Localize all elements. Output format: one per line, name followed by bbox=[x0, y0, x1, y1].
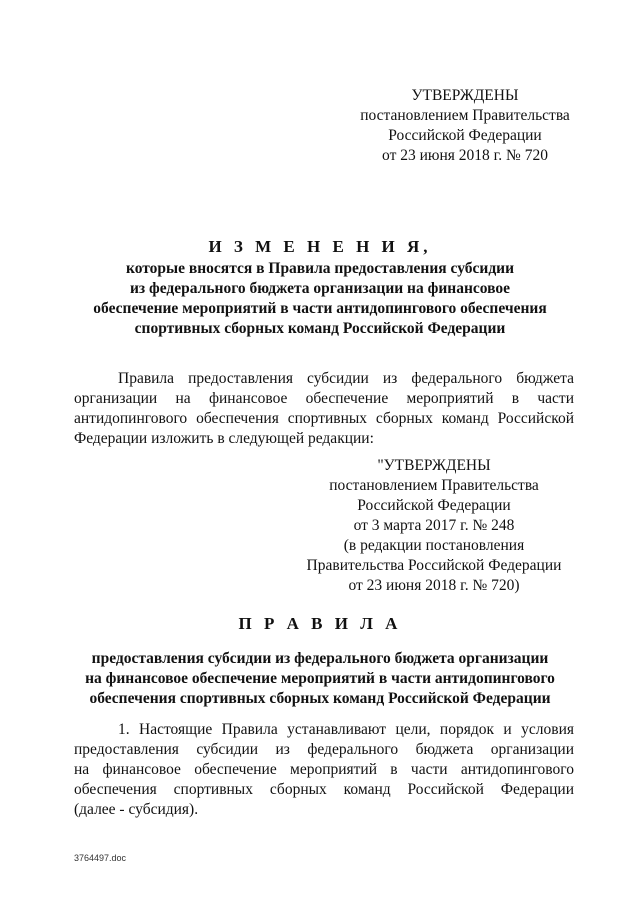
changes-title: И З М Е Н Е Н И Я, bbox=[208, 237, 432, 256]
paragraph-line: Федерации изложить в следующей редакции: bbox=[74, 430, 374, 447]
paragraph-line: (далее - субсидия). bbox=[74, 801, 199, 818]
rules-subtitle-line: предоставления субсидии из федерального бюджета организации bbox=[91, 650, 549, 667]
paragraph-line: 1. Настоящие Правила устанавливают цели, порядок и условия bbox=[118, 721, 574, 738]
approval-line: УТВЕРЖДЕНЫ bbox=[411, 87, 519, 104]
paragraph-line: обеспечения спортивных сборных команд Российской Федерации bbox=[74, 781, 574, 798]
changes-subtitle-line: которые вносятся в Правила предоставления субсидии bbox=[125, 260, 515, 277]
changes-heading bbox=[60, 236, 580, 339]
changes-subtitle bbox=[60, 259, 580, 339]
approval-line: постановлением Правительства bbox=[360, 107, 570, 124]
approval-line: постановлением Правительства bbox=[329, 477, 539, 494]
changes-subtitle-line: из федерального бюджета организации на финансовое bbox=[129, 280, 511, 297]
approval-line: от 23 июня 2018 г. № 720 bbox=[382, 147, 548, 164]
rules-subtitle-line: на финансовое обеспечение мероприятий в части антидопингового bbox=[85, 670, 555, 687]
paragraph-line: Правила предоставления субсидии из федерального бюджета bbox=[118, 370, 574, 387]
rules-heading bbox=[60, 613, 580, 709]
approval-stamp-top bbox=[330, 86, 600, 166]
intro-paragraph bbox=[74, 369, 574, 449]
approval-line: Российской Федерации bbox=[388, 127, 542, 144]
approval-line: от 23 июня 2018 г. № 720) bbox=[348, 577, 520, 594]
approval-line: от 3 марта 2017 г. № 248 bbox=[353, 517, 515, 534]
rules-subtitle bbox=[60, 649, 580, 709]
rules-subtitle-line: обеспечения спортивных сборных команд Российской Федерации bbox=[89, 690, 551, 707]
file-code: 3764497.doc bbox=[74, 853, 127, 863]
approval-stamp-inner bbox=[284, 456, 584, 596]
changes-subtitle-line: обеспечение мероприятий в части антидопингового обеспечения bbox=[93, 300, 547, 317]
paragraph-line: на финансовое обеспечение мероприятий в части антидопингового bbox=[74, 761, 574, 778]
approval-line: Правительства Российской Федерации bbox=[306, 557, 562, 574]
approval-line: "УТВЕРЖДЕНЫ bbox=[377, 457, 491, 474]
approval-line: (в редакции постановления bbox=[343, 537, 525, 554]
paragraph-line: организации на финансовое обеспечение мероприятий в части bbox=[74, 390, 574, 407]
paragraph-line: предоставления субсидии из федерального бюджета организации bbox=[74, 741, 574, 758]
paragraph-line: антидопингового обеспечения спортивных сборных команд Российской bbox=[74, 410, 574, 427]
clause-1-paragraph bbox=[74, 720, 574, 820]
approval-line: Российской Федерации bbox=[357, 497, 511, 514]
rules-title: П Р А В И Л А bbox=[238, 614, 402, 633]
changes-subtitle-line: спортивных сборных команд Российской Федерации bbox=[134, 320, 506, 337]
